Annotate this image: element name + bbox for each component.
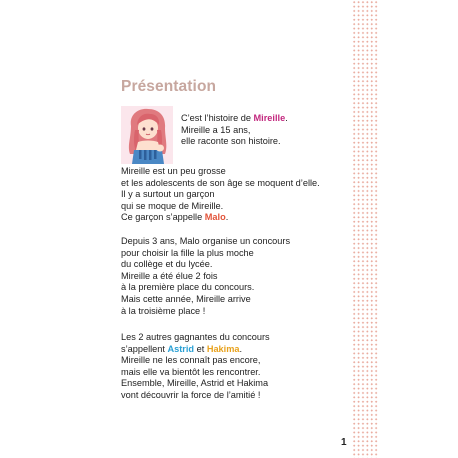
- paragraph-3: [121, 332, 270, 402]
- text-line: et les adolescents de son âge se moquent d’elle.: [121, 177, 320, 188]
- text-line: qui se moque de Mireille.: [121, 200, 224, 211]
- text-run: et: [194, 343, 207, 354]
- text-run: Ce garçon s’appelle: [121, 212, 205, 223]
- text-line: à la première place du concours.: [121, 282, 255, 293]
- text-run: .: [239, 343, 243, 354]
- text-line: [121, 344, 270, 356]
- paragraph-1: [121, 166, 320, 224]
- intro-paragraph: [181, 113, 288, 148]
- text-line: pour choisir la fille la plus moche: [121, 247, 254, 258]
- text-line: Depuis 3 ans, Malo organise un concours: [121, 236, 291, 246]
- text-line: Ensemble, Mireille, Astrid et Hakima: [121, 378, 269, 389]
- text-line: [121, 212, 320, 224]
- text-line: elle raconte son histoire.: [181, 136, 281, 147]
- text-line: Il y a surtout un garçon: [121, 189, 215, 200]
- text-line: mais elle va bientôt les rencontrer.: [121, 366, 261, 377]
- text-line: Les 2 autres gagnantes du concours: [121, 332, 270, 342]
- text-run: .: [285, 113, 288, 123]
- text-line: vont découvrir la force de l’amitié !: [121, 389, 261, 400]
- paragraph-2: [121, 236, 290, 317]
- text-line: [181, 113, 288, 125]
- text-line: Mireille a été élue 2 fois: [121, 270, 218, 281]
- character-name-astrid: Astrid: [167, 343, 195, 354]
- text-line: Mireille est un peu grosse: [121, 166, 226, 176]
- character-name-malo: Malo: [204, 212, 226, 223]
- mireille-illustration: [121, 106, 173, 164]
- text-run: .: [225, 212, 229, 223]
- dotted-margin-decoration: [352, 0, 378, 458]
- text-line: à la troisième place !: [121, 305, 206, 316]
- character-name-mireille: Mireille: [253, 113, 286, 123]
- text-line: Mireille a 15 ans,: [181, 124, 251, 135]
- page-number: 1: [341, 437, 347, 448]
- girl-portrait-icon: [121, 106, 173, 164]
- text-line: Mireille ne les connaît pas encore,: [121, 355, 261, 366]
- text-run: s’appellent: [121, 343, 168, 354]
- text-run: C’est l’histoire de: [181, 113, 254, 123]
- text-line: Mais cette année, Mireille arrive: [121, 293, 251, 304]
- text-line: du collège et du lycée.: [121, 259, 213, 270]
- character-name-hakima: Hakima: [206, 343, 240, 354]
- page-title: Présentation: [121, 78, 217, 95]
